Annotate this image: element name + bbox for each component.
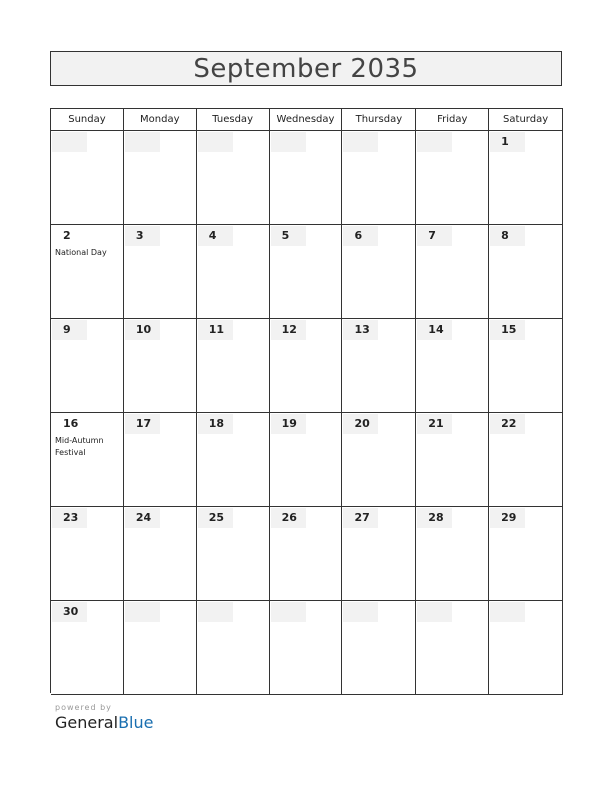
day-number (417, 602, 452, 622)
day-cell[interactable] (342, 601, 416, 695)
day-number: 6 (343, 226, 378, 246)
day-cell[interactable] (342, 131, 416, 225)
day-cell[interactable] (197, 131, 270, 225)
week-row-1 (51, 131, 563, 225)
day-cell[interactable] (51, 131, 124, 225)
brand-name-general: General (55, 713, 119, 732)
day-number: 30 (52, 602, 87, 622)
calendar-title: September 2035 (193, 53, 419, 84)
day-number: 14 (417, 320, 452, 340)
day-number (271, 132, 306, 152)
weekday-saturday: Saturday (489, 109, 563, 131)
day-cell[interactable] (197, 225, 270, 319)
day-number: 4 (198, 226, 233, 246)
day-cell[interactable] (489, 601, 563, 695)
day-number: 29 (490, 508, 525, 528)
day-number: 20 (343, 414, 378, 434)
day-number: 9 (52, 320, 87, 340)
day-cell[interactable] (416, 507, 489, 601)
day-cell[interactable] (270, 131, 343, 225)
day-number: 16 (52, 414, 87, 434)
day-number (490, 602, 525, 622)
day-number: 1 (490, 132, 525, 152)
day-number (417, 132, 452, 152)
weekday-tuesday: Tuesday (197, 109, 270, 131)
week-row-5 (51, 507, 563, 601)
day-number (198, 132, 233, 152)
holiday-label: Mid-Autumn Festival (55, 436, 104, 457)
week-row-3 (51, 319, 563, 413)
day-number (198, 602, 233, 622)
day-cell[interactable] (489, 131, 563, 225)
day-number: 22 (490, 414, 525, 434)
day-number: 26 (271, 508, 306, 528)
day-cell[interactable] (416, 131, 489, 225)
day-cell[interactable] (197, 601, 270, 695)
day-cell[interactable] (51, 507, 124, 601)
day-number (125, 132, 160, 152)
day-number (125, 602, 160, 622)
day-number: 19 (271, 414, 306, 434)
day-cell[interactable] (342, 507, 416, 601)
day-cell[interactable] (124, 413, 197, 507)
day-number: 11 (198, 320, 233, 340)
day-cell[interactable] (51, 413, 124, 507)
day-cell[interactable] (489, 319, 563, 413)
day-number: 15 (490, 320, 525, 340)
day-number: 24 (125, 508, 160, 528)
weekday-sunday: Sunday (51, 109, 124, 131)
day-cell[interactable] (51, 601, 124, 695)
day-cell[interactable] (270, 413, 343, 507)
day-number: 2 (52, 226, 87, 246)
day-cell[interactable] (124, 131, 197, 225)
day-number: 5 (271, 226, 306, 246)
day-cell[interactable] (416, 601, 489, 695)
weekday-friday: Friday (416, 109, 489, 131)
week-row-4 (51, 413, 563, 507)
day-number: 13 (343, 320, 378, 340)
day-cell[interactable] (124, 507, 197, 601)
day-cell[interactable] (197, 319, 270, 413)
day-number: 8 (490, 226, 525, 246)
day-cell[interactable] (197, 413, 270, 507)
day-cell[interactable] (124, 601, 197, 695)
day-number: 21 (417, 414, 452, 434)
day-cell[interactable] (270, 225, 343, 319)
day-cell[interactable] (270, 601, 343, 695)
day-number: 12 (271, 320, 306, 340)
day-cell[interactable] (124, 225, 197, 319)
day-cell[interactable] (270, 507, 343, 601)
day-number (343, 602, 378, 622)
weekday-header-row (51, 109, 563, 131)
day-cell[interactable] (489, 225, 563, 319)
day-cell[interactable] (489, 413, 563, 507)
day-cell[interactable] (416, 413, 489, 507)
brand-footer (55, 703, 153, 732)
calendar-grid (50, 108, 563, 693)
brand-name-blue: Blue (118, 713, 154, 732)
day-cell[interactable] (51, 319, 124, 413)
day-cell[interactable] (416, 319, 489, 413)
weekday-thursday: Thursday (342, 109, 416, 131)
day-number: 7 (417, 226, 452, 246)
day-number: 18 (198, 414, 233, 434)
day-cell[interactable] (489, 507, 563, 601)
day-cell[interactable] (270, 319, 343, 413)
day-cell[interactable] (197, 507, 270, 601)
day-cell[interactable] (51, 225, 124, 319)
day-number (52, 132, 87, 152)
day-number: 3 (125, 226, 160, 246)
day-cell[interactable] (124, 319, 197, 413)
day-number: 25 (198, 508, 233, 528)
day-cell[interactable] (342, 413, 416, 507)
day-number: 23 (52, 508, 87, 528)
day-number: 17 (125, 414, 160, 434)
day-cell[interactable] (416, 225, 489, 319)
week-row-6 (51, 601, 563, 695)
day-number: 27 (343, 508, 378, 528)
holiday-label: National Day (55, 248, 107, 257)
day-cell[interactable] (342, 319, 416, 413)
powered-by-text: powered by (55, 703, 112, 712)
calendar-title-box (50, 51, 562, 86)
weekday-wednesday: Wednesday (270, 109, 343, 131)
day-number (343, 132, 378, 152)
week-row-2 (51, 225, 563, 319)
brand-logo (55, 713, 153, 732)
day-number: 10 (125, 320, 160, 340)
weekday-monday: Monday (124, 109, 197, 131)
day-number (271, 602, 306, 622)
day-cell[interactable] (342, 225, 416, 319)
day-number: 28 (417, 508, 452, 528)
